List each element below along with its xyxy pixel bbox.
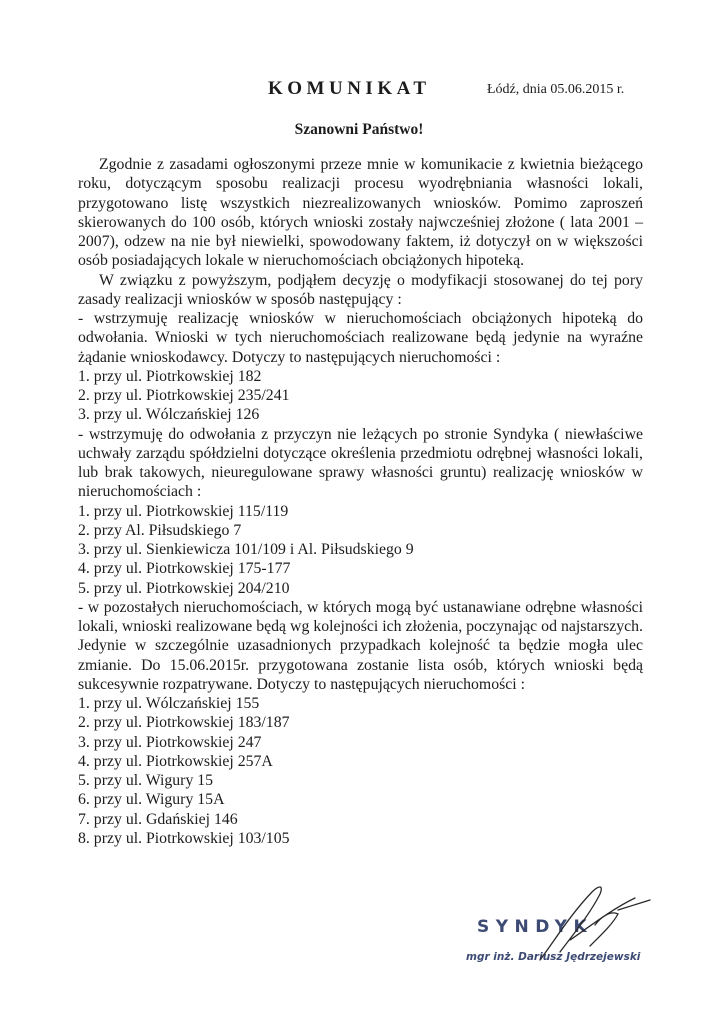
list-item: 1. przy ul. Piotrkowskiej 182 (78, 367, 262, 385)
list-item: 6. przy ul. Wigury 15A (78, 791, 225, 809)
list-item: 2. przy ul. Piotrkowskiej 183/187 (78, 714, 290, 732)
list-item: 4. przy ul. Piotrkowskiej 257A (78, 752, 273, 770)
paragraph: - wstrzymuję realizację wniosków w nieruchomościach obciążonych hipoteką do odwołania. Wnioski w tych nieruchomościach realizowane będą jedynie na wyraźne żądanie wnioskodawcy. Dotyczy to następujących nieruchomości : (78, 310, 643, 366)
list-item: 2. przy Al. Piłsudskiego 7 (78, 521, 242, 539)
list-item: 5. przy ul. Piotrkowskiej 204/210 (78, 579, 290, 597)
stamp-title: SYNDYK (477, 917, 594, 937)
list-item: 1. przy ul. Piotrkowskiej 115/119 (78, 502, 289, 520)
salutation: Szanowni Państwo! (294, 121, 424, 138)
paragraph: - wstrzymuję do odwołania z przyczyn nie leżących po stronie Syndyka ( niewłaściwe uchwały zarządu spółdzielni dotyczące określenia przedmiotu odrębnej własności lokali, lub brak takowych, nieuregulowane sprawy własności gruntu) realizację wniosków w nieruchomościach : (78, 425, 643, 501)
list-item: 1. przy ul. Wólczańskiej 155 (78, 695, 260, 712)
list-item: 7. przy ul. Gdańskiej 146 (78, 810, 238, 828)
list-item: 4. przy ul. Piotrkowskiej 175-177 (78, 560, 291, 578)
stamp-name: mgr inż. Dariusz Jędrzejewski (466, 951, 641, 963)
list-item: 3. przy ul. Sienkiewicza 101/109 i Al. Piłsudskiego 9 (78, 541, 414, 558)
list-item: 8. przy ul. Piotrkowskiej 103/105 (78, 829, 290, 847)
handwritten-signature (500, 870, 660, 980)
paragraph: - w pozostałych nieruchomościach, w których mogą być ustanawiane odrębne własności lokali, wnioski realizowane będą wg kolejności ich złożenia, poczynając od najstarszych. Jedynie w szczególnie uzasadnionych przypadkach kolejność ta będzie mogła ulec zmianie. Do 15.06.2015r. przygotowana zostanie lista osób, których wnioski będą sukcesywnie rozpatrywane. Dotyczy to następujących nieruchomości : (78, 598, 643, 693)
place-date: Łódź, dnia 05.06.2015 r. (487, 82, 625, 97)
list-item: 3. przy ul. Wólczańskiej 126 (78, 406, 260, 424)
list-item: 3. przy ul. Piotrkowskiej 247 (78, 733, 262, 751)
paragraph: Zgodnie z zasadami ogłoszonymi przeze mnie w komunikacie z kwietnia bieżącego roku, dotyczącym sposobu realizacji procesu wyodrębniania własności lokali, przygotowano listę wszystkich niezrealizowanych wniosków. Pomimo zaproszeń skierowanych do 100 osób, których wnioski zostały najwcześniej złożone ( lata 2001 – 2007), odzew na nie był niewielki, spowodowany faktem, iż dotyczył on w większości osób posiadających lokale w nieruchomościach obciążonych hipoteką. (78, 156, 643, 270)
letter-body (78, 155, 643, 848)
list-item: 5. przy ul. Wigury 15 (78, 772, 214, 789)
document-title: KOMUNIKAT (268, 78, 431, 99)
paragraph: W związku z powyższym, podjąłem decyzję o modyfikacji stosowanej do tej pory zasady realizacji wniosków w sposób następujący : (78, 271, 643, 308)
list-item: 2. przy ul. Piotrkowskiej 235/241 (78, 387, 290, 404)
